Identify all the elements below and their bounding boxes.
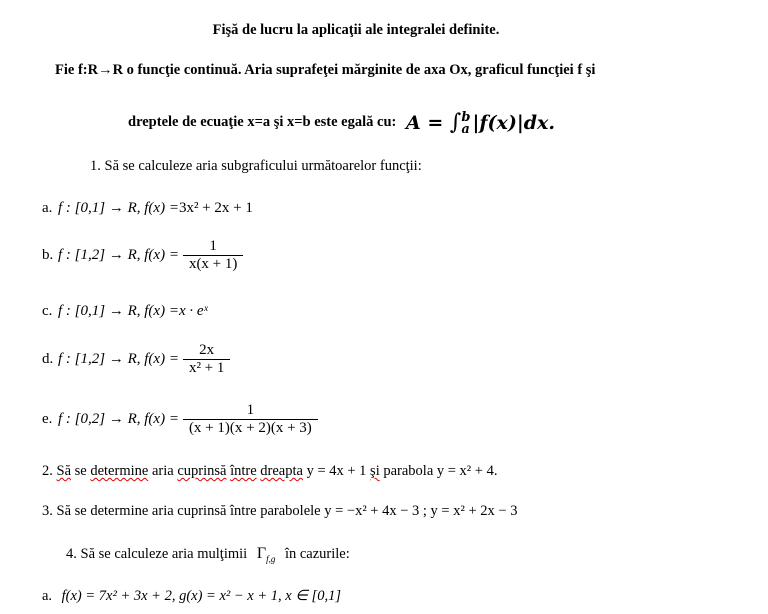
q2-word-se: se <box>71 463 91 479</box>
q2-word-intre: între <box>230 463 257 479</box>
q2-word-determine: determine <box>90 463 149 479</box>
question-2 <box>42 463 497 480</box>
item-fraction <box>183 238 243 273</box>
q4-text: 4. Să se calculeze aria mulţimii <box>66 546 248 562</box>
q2-word-cuprinsa: cuprinsă <box>177 463 227 479</box>
q2-word-sa: Să <box>56 463 71 479</box>
intro-line-2 <box>128 110 555 136</box>
item-domain: f : [0,1] → R, f(x) = <box>58 303 179 319</box>
item-d <box>42 342 230 377</box>
question-4-item-a <box>42 588 341 605</box>
area-formula-lhs: A = <box>405 112 444 134</box>
item-label: a. <box>42 200 53 216</box>
integral-sign: ∫ <box>449 110 462 135</box>
fraction-denominator: x(x + 1) <box>183 255 243 273</box>
question-4 <box>66 545 350 564</box>
question-1: 1. Să se calculeze aria subgraficului următoarelor funcţii: <box>90 158 422 174</box>
item-label: d. <box>42 351 54 367</box>
worksheet-title: Fişă de lucru la aplicaţii ale integralei definite. <box>212 22 500 38</box>
q2-prefix: 2. <box>42 463 57 479</box>
intro-line-2-text: dreptele de ecuaţie x=a şi x=b este egală cu: <box>128 114 397 130</box>
item-label: e. <box>42 411 53 427</box>
item-e <box>42 402 318 437</box>
item-fraction <box>183 342 230 377</box>
item-b <box>42 238 243 273</box>
item-label: c. <box>42 303 53 319</box>
gamma-subscript: f,g <box>266 553 276 564</box>
integral-limits <box>461 112 470 136</box>
item-c <box>42 303 208 320</box>
item-domain: f : [1,2] → R, f(x) = <box>58 351 179 367</box>
item-a <box>42 200 253 217</box>
q2-word-aria: aria <box>148 463 178 479</box>
q2-word-dreapta: dreapta <box>260 463 303 479</box>
intro-line-1: Fie f:R→R o funcţie continuă. Aria suprafeţei mărginite de axa Ox, graficul funcţiei f şi <box>55 62 596 78</box>
integral-upper-limit: b <box>461 110 471 125</box>
gamma-symbol: Γ <box>256 545 267 562</box>
item-domain: f : [1,2] → R, f(x) = <box>58 247 179 263</box>
item-domain: f : [0,1] → R, f(x) = <box>58 200 179 216</box>
item-domain: f : [0,2] → R, f(x) = <box>58 411 179 427</box>
item-expression: x · eˣ <box>178 303 208 319</box>
item-expression: 3x² + 2x + 1 <box>178 200 253 216</box>
fraction-numerator: 1 <box>246 402 255 418</box>
item-expression: f(x) = 7x² + 3x + 2, g(x) = x² − x + 1, x ∈ [0,1] <box>61 588 341 604</box>
q2-line-equation: y = 4x + 1 <box>302 463 371 479</box>
integrand: |f(x)|dx. <box>472 112 555 134</box>
fraction-numerator: 1 <box>209 238 217 254</box>
fraction-denominator: (x + 1)(x + 2)(x + 3) <box>183 419 318 437</box>
fraction-numerator: 2x <box>199 342 215 358</box>
integral-lower-limit: a <box>461 122 470 137</box>
fraction-denominator: x² + 1 <box>183 359 230 377</box>
q2-parabola-equation: parabola y = x² + 4. <box>379 463 498 479</box>
q4-rest: în cazurile: <box>284 546 350 562</box>
item-fraction <box>183 402 318 437</box>
area-formula <box>405 110 555 137</box>
question-3: 3. Să se determine aria cuprinsă între parabolele y = −x² + 4x − 3 ; y = x² + 2x − 3 <box>42 503 518 519</box>
q2-word-si: şi <box>370 463 380 479</box>
item-label: b. <box>42 247 54 263</box>
item-label: a. <box>42 588 53 604</box>
